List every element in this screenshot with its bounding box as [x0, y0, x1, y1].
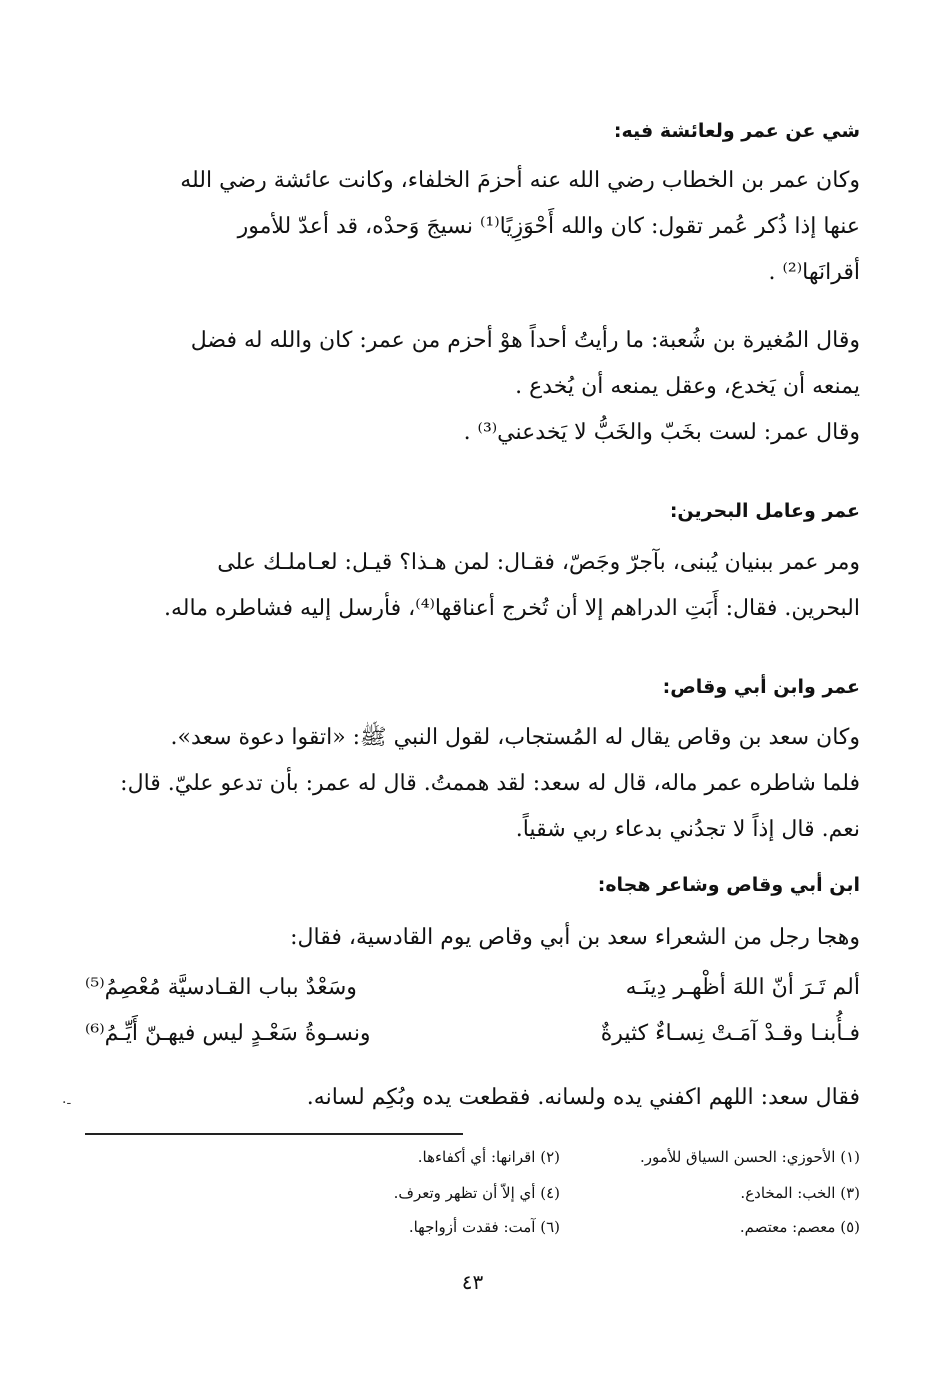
margin-mark: -· [62, 1095, 72, 1111]
verse-line [85, 1021, 860, 1067]
verse-line [85, 975, 860, 1021]
text-line: ومر عمر ببنيان يُبنى، بآجرّ وجَصّ، فقـال: لمن هـذا؟ قيـل: لعـاملـك على [217, 550, 860, 575]
text-line: فقال سعد: اللهم اكفني يده ولسانه. فقطعت يده وبُكِم لسانه. [306, 1085, 860, 1110]
text-line: نعم. قال إذاً لا تجدُني بدعاء ربي شقياً. [515, 817, 860, 842]
text-line: البحرين. فقال: أَبَتِ الدراهم إلا أن تُخرج أعناقها⁽⁴⁾، فأرسل إليه فشاطره ماله. [164, 596, 860, 621]
footnote: (٥) معصم: معتصم. [739, 1218, 860, 1236]
footnote-divider [85, 1133, 463, 1135]
paragraph-mughira-quote [85, 318, 860, 456]
verse-second-hemistich: ونسـوةُ سَعْـدٍ ليس فيهـنّ أَيِّـمُ⁽⁶⁾ [85, 1021, 371, 1046]
footnote: (٤) أي إلاّ أن تظهر وتعرف. [393, 1184, 560, 1202]
footnote: (٢) اقرانها: أي أكفاءها. [417, 1148, 560, 1166]
section-heading-ibn-abi-waqqas: عمر وابن أبي وقاص: [662, 676, 860, 698]
footnote-row [85, 1184, 860, 1214]
paragraph-bahrain-story [85, 540, 860, 632]
text-line: وكان سعد بن وقاص يقال له المُستجاب، لقول النبي ﷺ: «اتقوا دعوة سعد». [170, 725, 860, 750]
text-line: وقال عمر: لست بخَبّ والخَبُّ لا يَخدعني⁽³⁾ . [463, 420, 860, 445]
verse-second-hemistich: وسَعْدٌ بباب القـادسيَّة مُعْصِمُ⁽⁵⁾ [85, 975, 357, 1000]
paragraph-saad-story [85, 715, 860, 853]
text-line: فلما شاطره عمر ماله، قال له سعد: لقد هممتُ. قال له عمر: بأن تدعو عليّ. قال: [120, 771, 860, 796]
text-line: وهجا رجل من الشعراء سعد بن أبي وقاص يوم القادسية، فقال: [290, 925, 860, 950]
text-line: وكان عمر بن الخطاب رضي الله عنه أحزمَ الخلفاء، وكانت عائشة رضي الله [180, 168, 860, 193]
text-line: وقال المُغيرة بن شُعبة: ما رأيتُ أحداً هوْ أحزم من عمر: كان والله له فضل [190, 328, 860, 353]
section-heading-umar-aisha: شي عن عمر ولعائشة فيه: [613, 120, 860, 142]
text-line: أقرانَها⁽²⁾ . [768, 260, 860, 285]
section-heading-poet-satire: ابن أبي وقاص وشاعر هجاه: [597, 874, 860, 896]
text-line: يمنعه أن يَخدع، وعقل يمنعه أن يُخدع . [515, 374, 860, 399]
verse-first-hemistich: ألم تَـرَ أنّ اللهَ أظْهـر دِينَـه [625, 975, 860, 1000]
verse-first-hemistich: فـأُبنـا وقـدْ آمَـتْ نِسـاءٌ كثيرةٌ [600, 1021, 860, 1046]
footnote: (٣) الخب: المخادع. [740, 1184, 860, 1202]
section-heading-bahrain-governor: عمر وعامل البحرين: [669, 500, 860, 522]
footnote-row [85, 1218, 860, 1248]
footnote-row [85, 1148, 860, 1178]
page-number: ٤٣ [461, 1270, 484, 1294]
footnote: (١) الأحوزي: الحسن السياق للأمور. [639, 1148, 860, 1166]
footnote: (٦) آمت: فقدت أزواجها. [408, 1218, 560, 1236]
text-line: عنها إذا ذُكر عُمر تقول: كان والله أَحْوَزِيًا⁽¹⁾ نسيجَ وَحدْه، قد أعدّ للأمور [237, 214, 860, 239]
paragraph-umar-resolve [85, 158, 860, 296]
paragraph-poet-intro [85, 915, 860, 961]
paragraph-saad-curse [85, 1075, 860, 1121]
